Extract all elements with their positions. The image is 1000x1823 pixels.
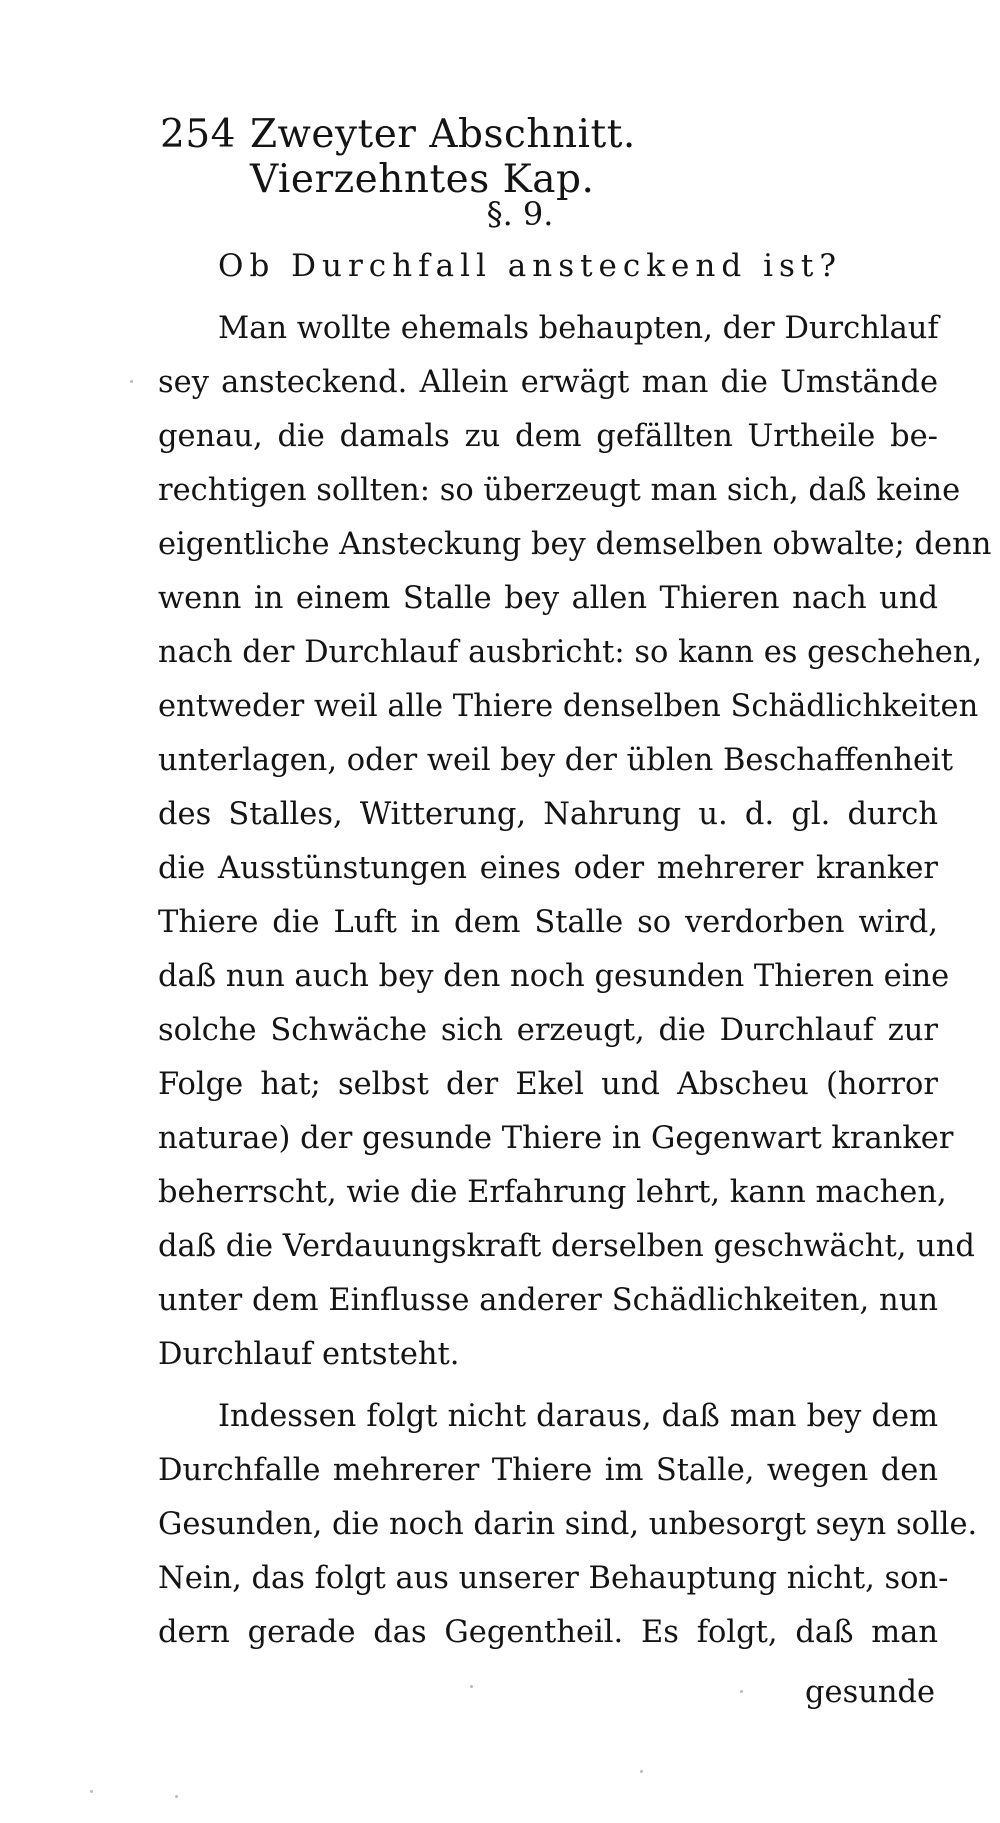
text-line: Durchlauf entsteht. [158, 1337, 460, 1372]
running-title: Zweyter Abschnitt. Vierzehntes Kap. [249, 112, 636, 202]
text-line: Folge hat; selbst der Ekel und Abscheu (horror [158, 1067, 938, 1102]
text-line: unter dem Einflusse anderer Schädlichkeiten, nun [158, 1283, 938, 1318]
text-line: eigentliche Ansteckung bey demselben obwalte; denn [158, 527, 992, 562]
text-line: des Stalles, Witterung, Nahrung u. d. gl. durch [158, 797, 938, 832]
text-line: die Ausstünstungen eines oder mehrerer kranker [158, 851, 938, 886]
paper-speck [470, 1685, 473, 1688]
paper-speck [130, 380, 133, 383]
text-line: daß die Verdauungskraft derselben geschwächt, und [158, 1229, 975, 1264]
text-line: sey ansteckend. Allein erwägt man die Umstände [158, 365, 938, 400]
section-heading: Ob Durchfall ansteckend ist? [218, 248, 842, 284]
section-number: §. 9. [486, 195, 554, 233]
text-line: rechtigen sollten: so überzeugt man sich, daß keine [158, 473, 961, 508]
text-line: dern gerade das Gegentheil. Es folgt, daß man [158, 1615, 938, 1650]
text-line: solche Schwäche sich erzeugt, die Durchlauf zur [158, 1013, 938, 1048]
text-line: entweder weil alle Thiere denselben Schädlichkeiten [158, 689, 979, 724]
text-line: wenn in einem Stalle bey allen Thieren nach und [158, 581, 938, 616]
text-line: beherrscht, wie die Erfahrung lehrt, kann machen, [158, 1175, 947, 1210]
text-line: daß nun auch bey den noch gesunden Thieren eine [158, 959, 950, 994]
text-line: Man wollte ehemals behaupten, der Durchlauf [218, 311, 939, 346]
text-line: naturae) der gesunde Thiere in Gegenwart kranker [158, 1121, 954, 1156]
text-line: nach der Durchlauf ausbricht: so kann es geschehen, [158, 635, 983, 670]
running-head [160, 112, 888, 202]
paper-speck [175, 1795, 178, 1798]
paper-speck [90, 1790, 93, 1793]
paper-speck [740, 1690, 743, 1693]
page-number: 254 [160, 112, 236, 157]
text-line: Gesunden, die noch darin sind, unbesorgt seyn solle. [158, 1507, 978, 1542]
text-line: Indessen folgt nicht daraus, daß man bey dem [218, 1399, 938, 1434]
catchword: gesunde [805, 1675, 936, 1710]
text-line: Durchfalle mehrerer Thiere im Stalle, wegen den [158, 1453, 938, 1488]
paper-speck [640, 1770, 643, 1773]
text-line: Nein, das folgt aus unserer Behauptung nicht, son- [158, 1561, 949, 1596]
text-line: genau, die damals zu dem gefällten Urtheile be- [158, 419, 938, 454]
text-line: unterlagen, oder weil bey der üblen Beschaffenheit [158, 743, 954, 778]
text-line: Thiere die Luft in dem Stalle so verdorben wird, [158, 905, 938, 940]
